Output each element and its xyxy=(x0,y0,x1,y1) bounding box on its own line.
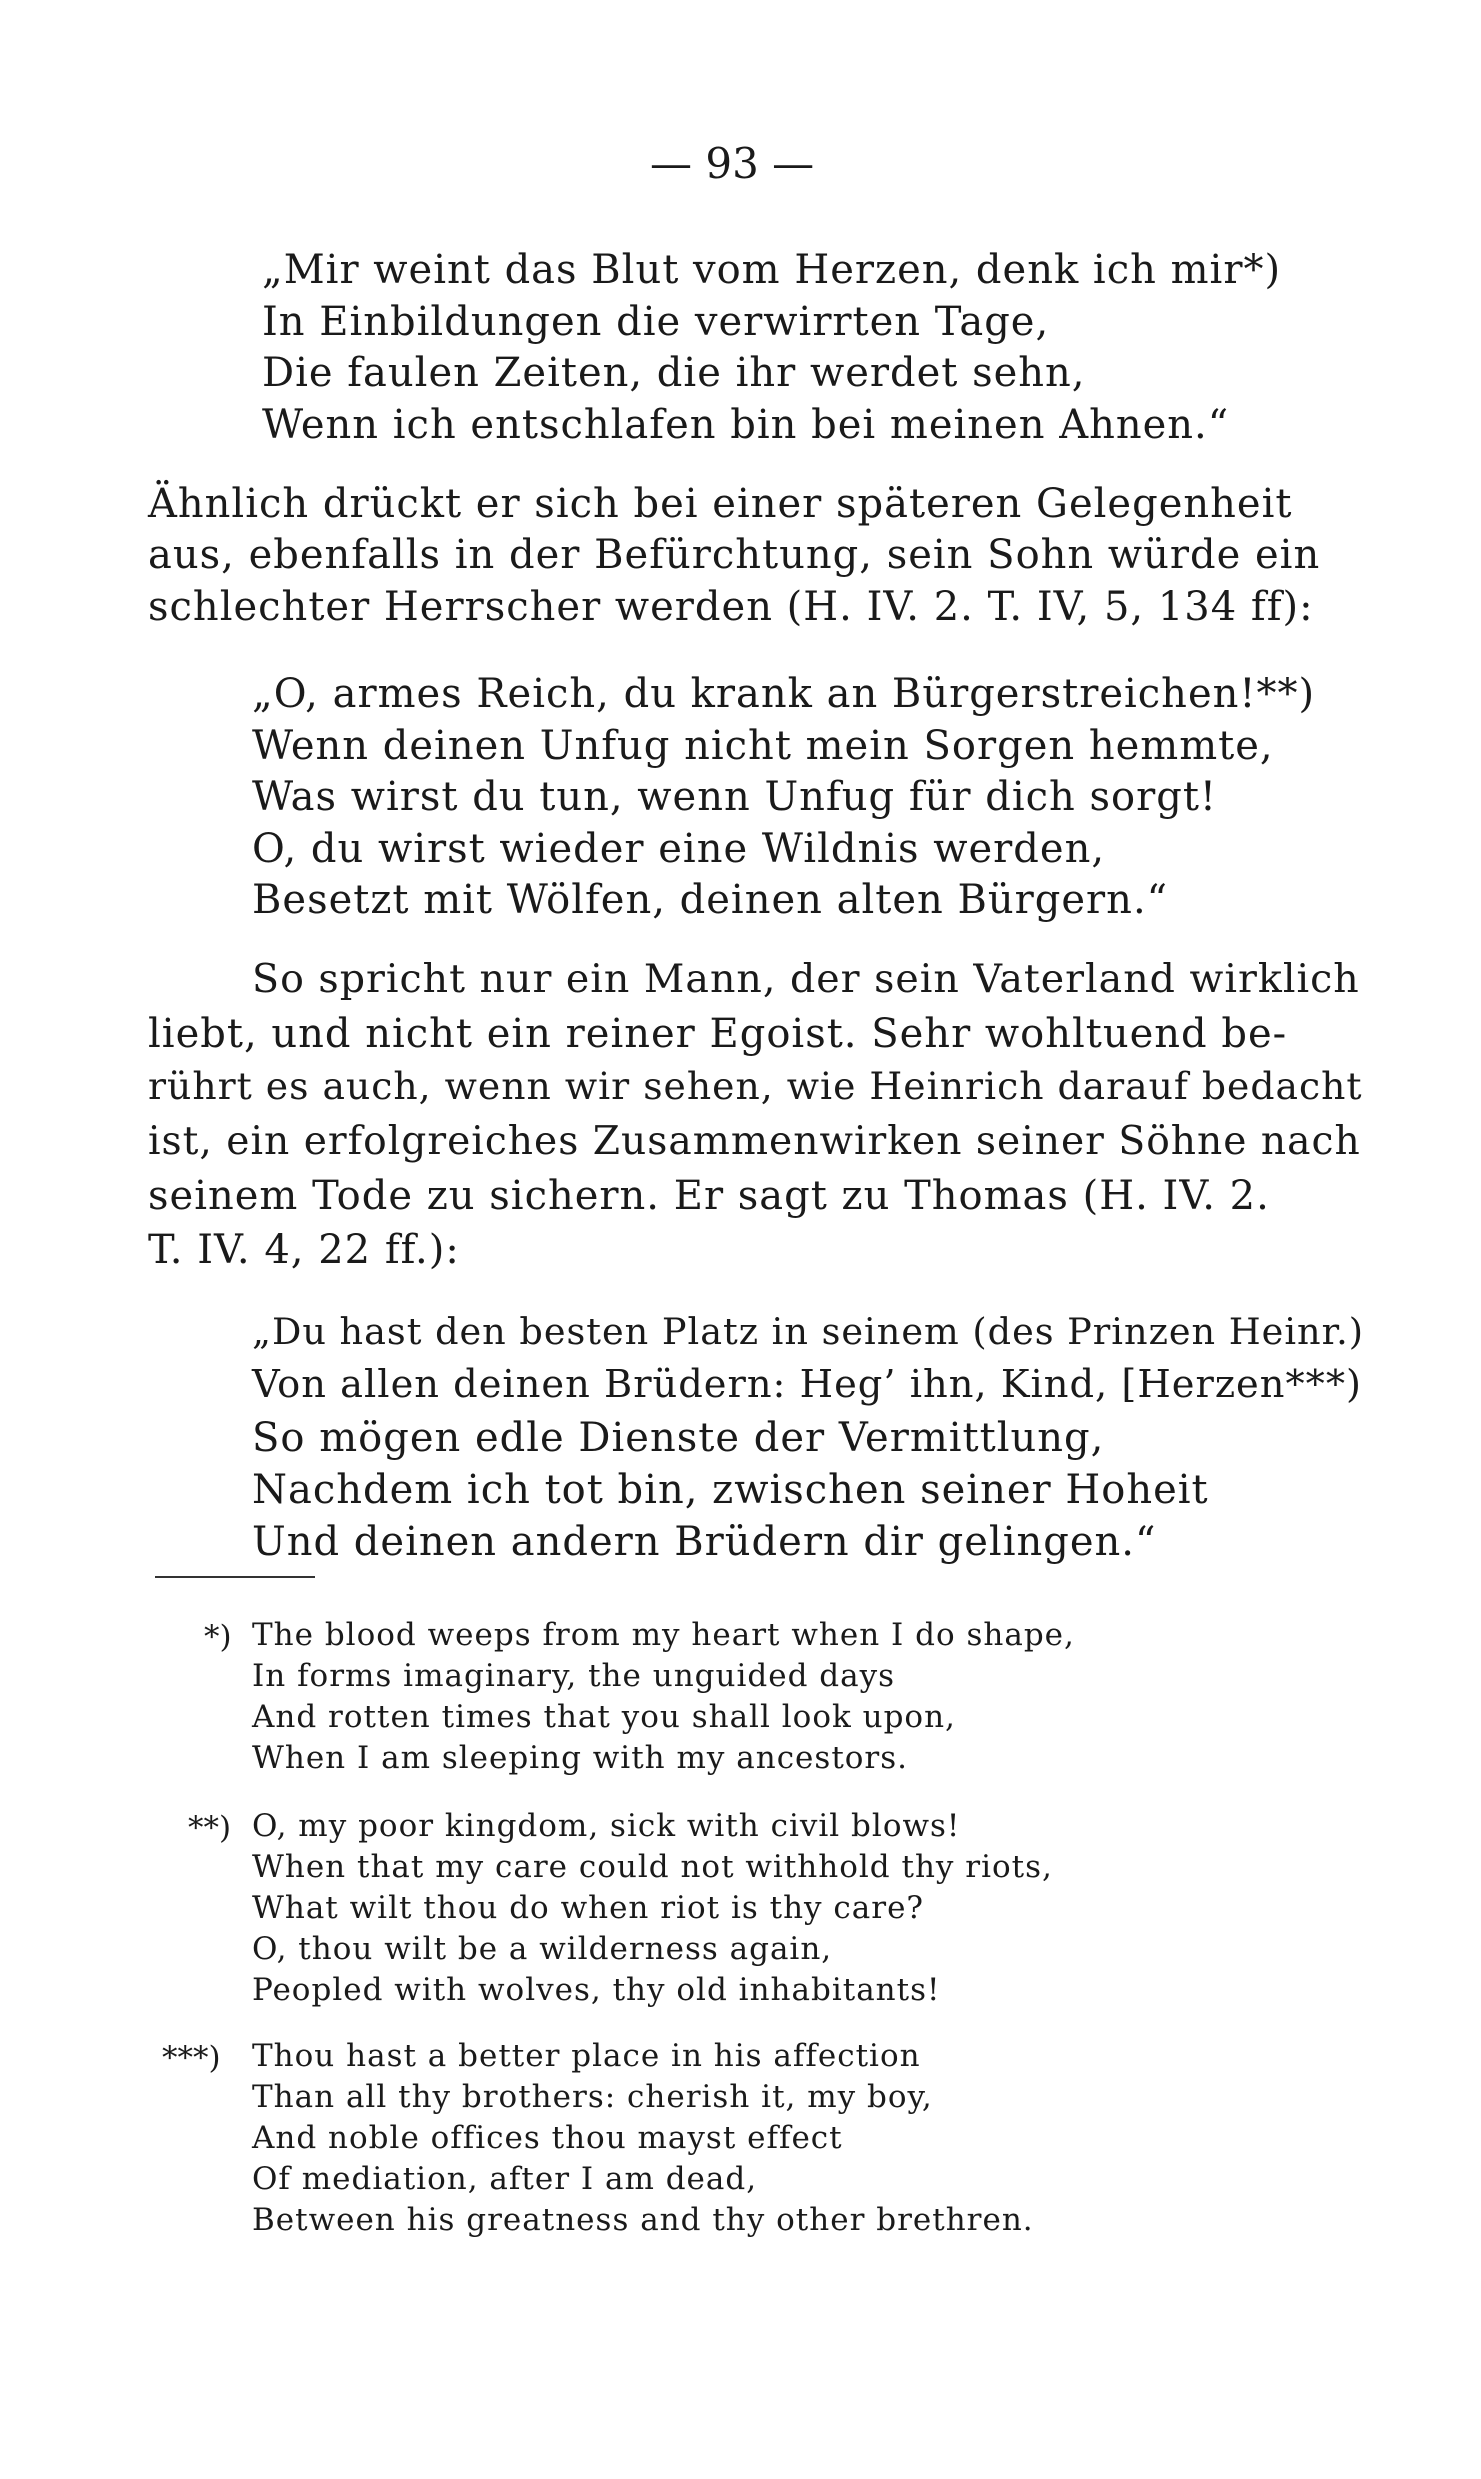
footnote-2-line-5: Peopled with wolves, thy old inhabitants! xyxy=(252,1972,941,2008)
quote3-line-4: Nachdem ich tot bin, zwischen seiner Hoheit xyxy=(252,1467,1209,1513)
para1-line-1: Ähnlich drückt er sich bei einer späteren Gelegenheit xyxy=(148,481,1293,527)
footnote-2-line-3: What wilt thou do when riot is thy care? xyxy=(252,1890,925,1926)
quote3-line-5: Und deinen andern Brüdern dir gelingen.“ xyxy=(252,1519,1157,1565)
footnote-3-marker: ***) xyxy=(162,2040,221,2076)
footnote-1-line-3: And rotten times that you shall look upon, xyxy=(252,1699,956,1735)
footnote-3-line-4: Of mediation, after I am dead, xyxy=(252,2161,758,2197)
footnote-1-line-2: In forms imaginary, the unguided days xyxy=(252,1658,896,1694)
para2-line-6: T. IV. 4, 22 ff.): xyxy=(148,1227,460,1273)
quote3-line-1: „Du hast den besten Platz in seinem (des Prinzen Heinr.) xyxy=(252,1310,1365,1353)
para2-line-5: seinem Tode zu sichern. Er sagt zu Thomas (H. IV. 2. xyxy=(148,1173,1270,1219)
footnote-2-line-2: When that my care could not withhold thy riots, xyxy=(252,1849,1053,1885)
footnote-2-line-1: O, my poor kingdom, sick with civil blows! xyxy=(252,1808,961,1844)
quote2-line-1: „O, armes Reich, du krank an Bürgerstreichen!**) xyxy=(252,671,1316,717)
footnote-1-line-4: When I am sleeping with my ancestors. xyxy=(252,1740,909,1776)
quote1-line-3: Die faulen Zeiten, die ihr werdet sehn, xyxy=(262,350,1086,396)
para2-line-4: ist, ein erfolgreiches Zusammenwirken seiner Söhne nach xyxy=(148,1119,1361,1164)
quote2-line-3: Was wirst du tun, wenn Unfug für dich sorgt! xyxy=(252,774,1217,820)
quote2-line-4: O, du wirst wieder eine Wildnis werden, xyxy=(252,826,1106,872)
quote2-line-2: Wenn deinen Unfug nicht mein Sorgen hemmte, xyxy=(252,723,1274,769)
footnote-3-line-2: Than all thy brothers: cherish it, my boy, xyxy=(252,2079,933,2115)
footnote-1-marker: *) xyxy=(204,1619,232,1655)
footnote-3-line-1: Thou hast a better place in his affection xyxy=(252,2038,921,2074)
quote1-line-2: In Einbildungen die verwirrten Tage, xyxy=(262,299,1050,345)
para1-line-2: aus, ebenfalls in der Befürchtung, sein Sohn würde ein xyxy=(148,532,1321,578)
page-number: — 93 — xyxy=(650,139,815,188)
footnote-separator xyxy=(155,1576,315,1578)
para2-line-1: So spricht nur ein Mann, der sein Vaterland wirklich xyxy=(252,956,1360,1002)
para2-line-3: rührt es auch, wenn wir sehen, wie Heinrich darauf bedacht xyxy=(148,1064,1363,1108)
para1-line-3: schlechter Herrscher werden (H. IV. 2. T. IV, 5, 134 ff): xyxy=(148,584,1314,630)
quote2-line-5: Besetzt mit Wölfen, deinen alten Bürgern.“ xyxy=(252,877,1169,923)
quote1-line-4: Wenn ich entschlafen bin bei meinen Ahnen.“ xyxy=(262,402,1230,448)
footnote-3-line-3: And noble offices thou mayst effect xyxy=(252,2120,843,2156)
footnote-3-line-5: Between his greatness and thy other brethren. xyxy=(252,2202,1034,2238)
quote3-line-2: Von allen deinen Brüdern: Heg’ ihn, Kind, [Herzen***) xyxy=(252,1362,1362,1407)
para2-line-2: liebt, und nicht ein reiner Egoist. Sehr wohltuend be- xyxy=(148,1011,1288,1057)
footnote-2-line-4: O, thou wilt be a wilderness again, xyxy=(252,1931,833,1967)
quote3-line-3: So mögen edle Dienste der Vermittlung, xyxy=(252,1415,1105,1461)
quote1-line-1: „Mir weint das Blut vom Herzen, denk ich mir*) xyxy=(262,247,1282,293)
footnote-2-marker: **) xyxy=(188,1810,232,1846)
footnote-1-line-1: The blood weeps from my heart when I do shape, xyxy=(252,1617,1075,1653)
